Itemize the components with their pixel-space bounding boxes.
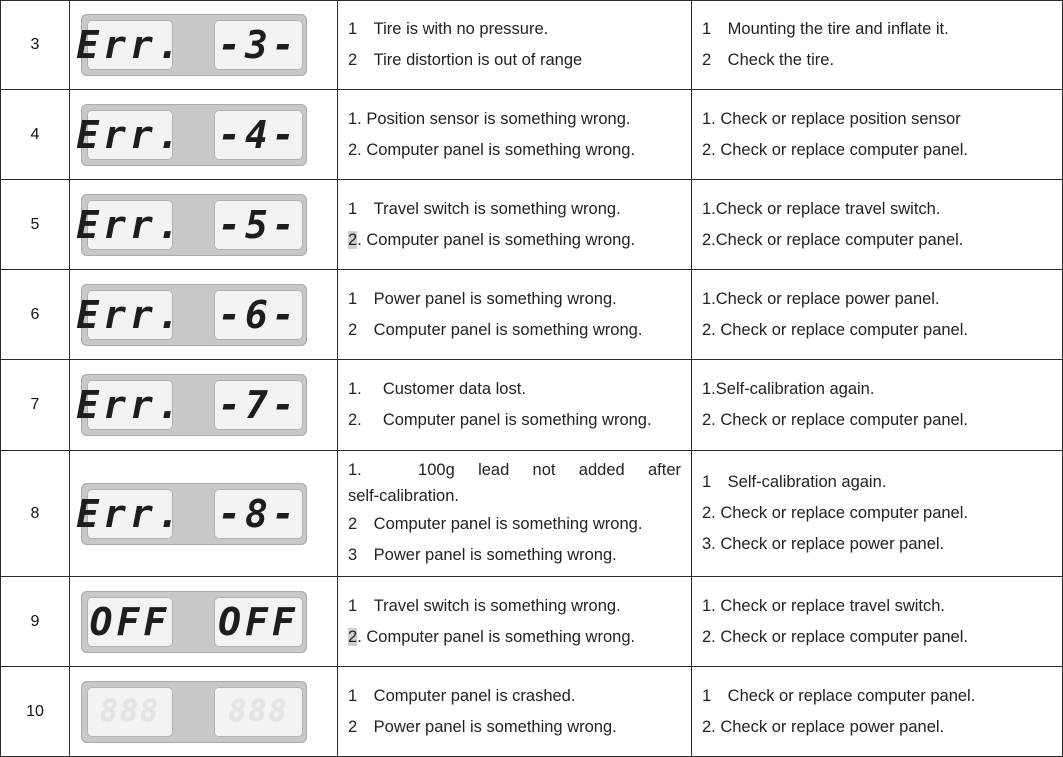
- highlighted-number: 2: [348, 230, 358, 249]
- display-cell: [70, 90, 338, 180]
- solution-line: [702, 45, 1052, 76]
- line-text: 3. Check or replace power panel.: [702, 535, 945, 553]
- solution-cell: [692, 451, 1063, 577]
- line-text: 1 Computer panel is crashed.: [348, 686, 576, 705]
- line-text: 2. Computer panel is something wrong.: [348, 140, 636, 159]
- lcd-display: [81, 591, 307, 653]
- lcd-display: [76, 284, 307, 346]
- display-cell: [70, 180, 338, 270]
- solution-line: [702, 681, 1052, 712]
- line-text: 1 Travel switch is something wrong.: [348, 199, 621, 218]
- cause-line: [348, 284, 681, 315]
- display-cell: [70, 1, 338, 90]
- cause-cell: [338, 360, 692, 451]
- solution-line: [702, 374, 1052, 405]
- lcd-left-readout: OFF: [87, 597, 173, 647]
- solution-cell: [692, 90, 1063, 180]
- cause-line: [348, 14, 681, 45]
- lcd-display: [76, 104, 307, 166]
- cause-line: [348, 483, 681, 509]
- line-text: 1 Power panel is something wrong.: [348, 289, 617, 308]
- cause-line: [348, 374, 681, 405]
- line-text: 1. 100g lead not added after: [348, 460, 681, 479]
- line-text: 2. Check or replace computer panel.: [702, 140, 968, 159]
- solution-line: [702, 591, 1052, 622]
- solution-line: [702, 529, 1052, 560]
- line-text: 2 Check the tire.: [702, 51, 835, 69]
- solution-cell: [692, 360, 1063, 451]
- error-number: 6: [1, 270, 70, 360]
- line-text: 2 Computer panel is something wrong.: [348, 320, 643, 339]
- line-text: 2. Check or replace computer panel.: [702, 411, 968, 429]
- error-number: 5: [1, 180, 70, 270]
- solution-cell: [692, 577, 1063, 667]
- display-cell: [70, 451, 338, 577]
- error-number: 3: [1, 1, 70, 90]
- solution-line: [702, 14, 1052, 45]
- line-text: 3 Power panel is something wrong.: [348, 545, 617, 564]
- table-row: [1, 180, 1063, 270]
- line-text: 2 Tire distortion is out of range: [348, 51, 583, 69]
- line-text: 2. Check or replace computer panel.: [702, 504, 968, 522]
- lcd-right-readout: -7-: [214, 380, 303, 430]
- solution-cell: [692, 667, 1063, 757]
- lcd-right-readout: 888: [214, 687, 303, 737]
- line-text: 1. Check or replace travel switch.: [702, 596, 946, 615]
- line-text: 1 Travel switch is something wrong.: [348, 596, 621, 615]
- error-number: 4: [1, 90, 70, 180]
- error-number: 7: [1, 360, 70, 451]
- cause-line: [348, 591, 681, 622]
- line-text: . Computer panel is something wrong.: [357, 627, 636, 646]
- line-text: 1. Check or replace position sensor: [702, 109, 961, 128]
- table-row: [1, 90, 1063, 180]
- line-text: 2 Power panel is something wrong.: [348, 717, 617, 736]
- line-text: 1.Check or replace travel switch.: [702, 199, 941, 218]
- line-text: 1 Self-calibration again.: [702, 473, 887, 491]
- solution-line: [702, 284, 1052, 315]
- cause-cell: [338, 577, 692, 667]
- display-cell: [70, 270, 338, 360]
- display-cell: [70, 667, 338, 757]
- lcd-left-readout: Err.: [87, 200, 173, 250]
- line-text: 1.Self-calibration again.: [702, 380, 875, 398]
- line-text: 2. Check or replace computer panel.: [702, 627, 968, 646]
- line-text: 1 Check or replace computer panel.: [702, 686, 976, 705]
- solution-line: [702, 712, 1052, 743]
- cause-line: [348, 45, 681, 76]
- cause-line: [348, 194, 681, 225]
- solution-cell: [692, 1, 1063, 90]
- table-row: [1, 270, 1063, 360]
- line-text: self-calibration.: [348, 486, 459, 505]
- solution-line: [702, 225, 1052, 256]
- table-row: [1, 360, 1063, 451]
- error-number: 9: [1, 577, 70, 667]
- lcd-right-readout: OFF: [214, 597, 303, 647]
- solution-cell: [692, 180, 1063, 270]
- cause-line: [348, 681, 681, 712]
- cause-cell: [338, 90, 692, 180]
- lcd-display: [76, 14, 307, 76]
- lcd-left-readout: Err.: [87, 20, 173, 70]
- lcd-right-readout: -6-: [214, 290, 303, 340]
- lcd-left-readout: Err.: [87, 380, 173, 430]
- display-cell: [70, 577, 338, 667]
- table-row: [1, 451, 1063, 577]
- lcd-display: [76, 374, 307, 436]
- solution-line: [702, 622, 1052, 653]
- cause-line: [348, 135, 681, 166]
- lcd-right-readout: -8-: [214, 489, 303, 539]
- lcd-left-readout: Err.: [87, 110, 173, 160]
- cause-line: [348, 540, 681, 571]
- line-text: 1.Check or replace power panel.: [702, 289, 940, 308]
- solution-line: [702, 467, 1052, 498]
- lcd-left-readout: Err.: [87, 290, 173, 340]
- line-text: 2. Check or replace computer panel.: [702, 320, 968, 339]
- solution-line: [702, 498, 1052, 529]
- line-text: 1 Tire is with no pressure.: [348, 20, 549, 38]
- highlighted-number: 2: [348, 627, 358, 646]
- cause-cell: [338, 180, 692, 270]
- cause-line: [348, 315, 681, 346]
- cause-cell: [338, 270, 692, 360]
- error-number: 10: [1, 667, 70, 757]
- solution-line: [702, 135, 1052, 166]
- lcd-display: [81, 681, 307, 743]
- lcd-left-readout: Err.: [87, 489, 173, 539]
- line-text: 2. Computer panel is something wrong.: [348, 411, 652, 429]
- cause-line: [348, 622, 681, 653]
- solution-line: [702, 405, 1052, 436]
- cause-line: [348, 712, 681, 743]
- lcd-right-readout: -5-: [214, 200, 303, 250]
- line-text: 2. Check or replace power panel.: [702, 717, 945, 736]
- line-text: 1. Position sensor is something wrong.: [348, 109, 631, 128]
- solution-line: [702, 194, 1052, 225]
- cause-line: [348, 225, 681, 256]
- cause-line: [348, 457, 681, 483]
- display-cell: [70, 360, 338, 451]
- error-number: 8: [1, 451, 70, 577]
- table-row: [1, 1, 1063, 90]
- lcd-right-readout: -3-: [214, 20, 303, 70]
- lcd-left-readout: 888: [87, 687, 173, 737]
- cause-line: [348, 104, 681, 135]
- table-row: [1, 577, 1063, 667]
- line-text: 1 Mounting the tire and inflate it.: [702, 20, 949, 38]
- solution-line: [702, 104, 1052, 135]
- line-text: 2.Check or replace computer panel.: [702, 230, 964, 249]
- line-text: . Computer panel is something wrong.: [357, 230, 636, 249]
- cause-cell: [338, 667, 692, 757]
- cause-line: [348, 405, 681, 436]
- lcd-right-readout: -4-: [214, 110, 303, 160]
- table-row: [1, 667, 1063, 757]
- lcd-display: [76, 194, 307, 256]
- cause-cell: [338, 1, 692, 90]
- lcd-display: [76, 483, 307, 545]
- solution-cell: [692, 270, 1063, 360]
- cause-cell: [338, 451, 692, 577]
- error-table-body: [1, 1, 1063, 757]
- line-text: 2 Computer panel is something wrong.: [348, 514, 643, 533]
- solution-line: [702, 315, 1052, 346]
- cause-line: [348, 509, 681, 540]
- line-text: 1. Customer data lost.: [348, 380, 526, 398]
